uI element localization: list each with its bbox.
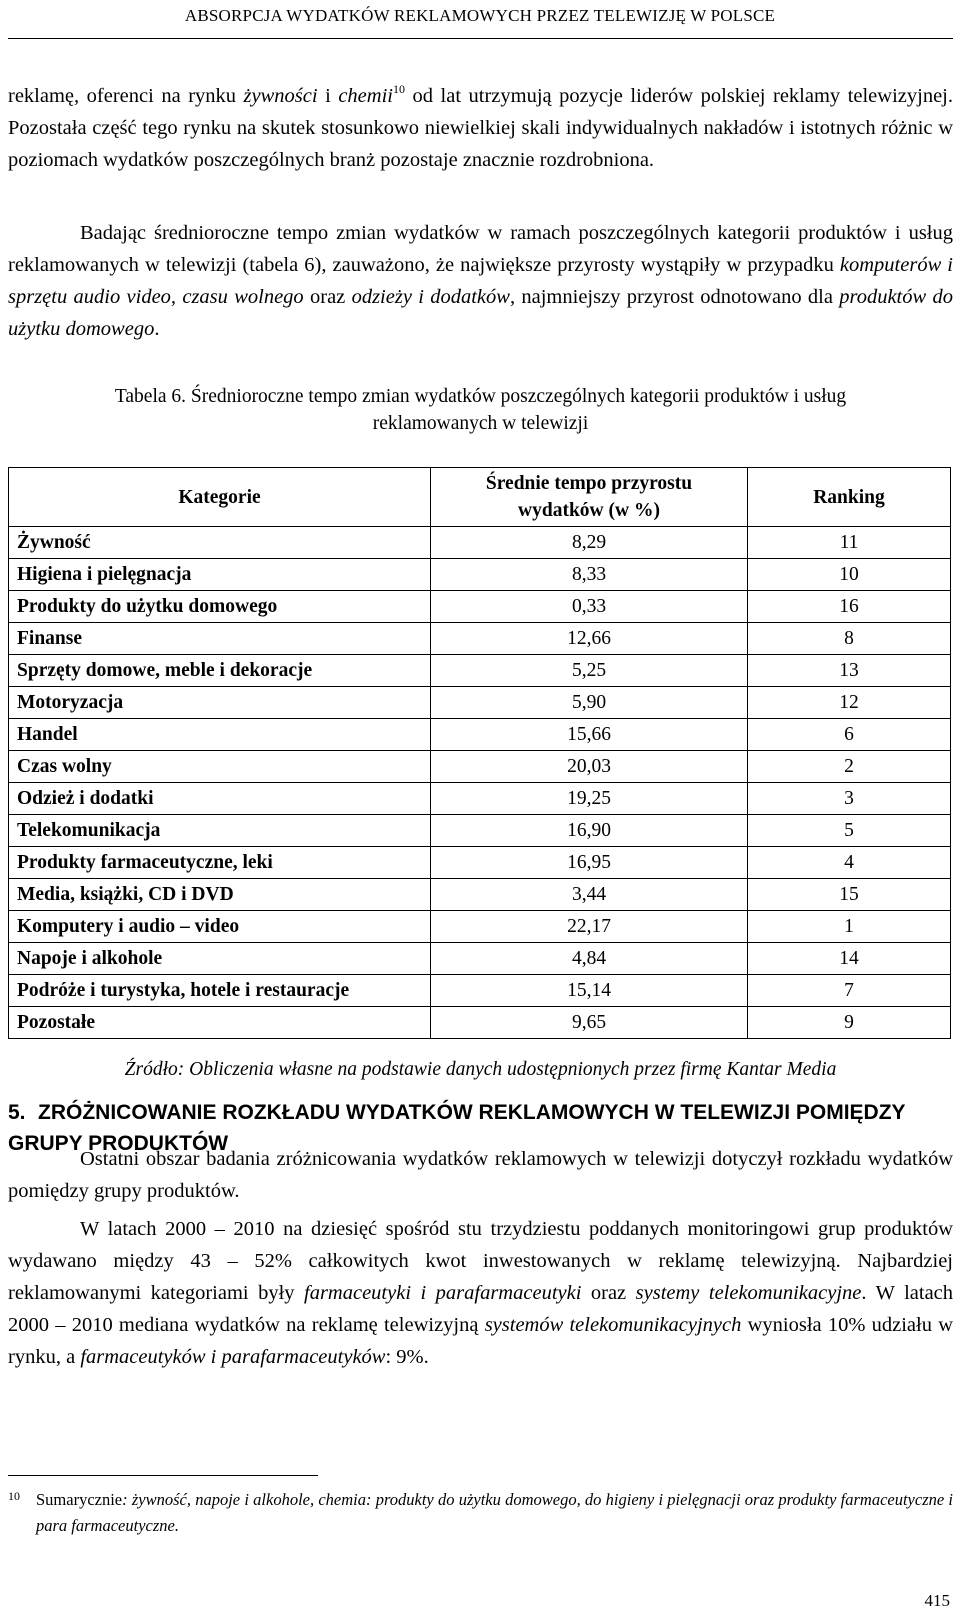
category-cell: Komputery i audio – video bbox=[9, 911, 431, 943]
rate-cell: 20,03 bbox=[431, 751, 748, 783]
intro-italic-1: żywności bbox=[243, 85, 318, 107]
header-category: Kategorie bbox=[9, 468, 431, 527]
running-head: ABSORPCJA WYDATKÓW REKLAMOWYCH PRZEZ TELEWIZJĘ W POLSCE bbox=[184, 6, 776, 25]
footnote-body bbox=[8, 1487, 953, 1539]
p2-italic-1: komputerów i sprzętu audio video, czasu wolnego bbox=[8, 254, 953, 308]
ranking-cell: 11 bbox=[748, 527, 951, 559]
intro-paragraph bbox=[8, 80, 953, 176]
category-cell: Czas wolny bbox=[9, 751, 431, 783]
rate-cell: 22,17 bbox=[431, 911, 748, 943]
paragraph-3: Ostatni obszar badania zróżnicowania wydatków reklamowych w telewizji dotyczył rozkładu wydatków pomiędzy grupy produktów. bbox=[8, 1148, 953, 1202]
ranking-cell: 1 bbox=[748, 911, 951, 943]
category-cell: Odzież i dodatki bbox=[9, 783, 431, 815]
page-number: 415 bbox=[924, 1591, 950, 1610]
rate-cell: 16,90 bbox=[431, 815, 748, 847]
table-row bbox=[9, 687, 951, 719]
category-cell: Żywność bbox=[9, 527, 431, 559]
rate-cell: 12,66 bbox=[431, 623, 748, 655]
ranking-cell: 13 bbox=[748, 655, 951, 687]
ranking-cell: 5 bbox=[748, 815, 951, 847]
table-row bbox=[9, 591, 951, 623]
header-rule bbox=[8, 38, 953, 39]
footnote-reference: 10 bbox=[392, 82, 405, 96]
category-cell: Handel bbox=[9, 719, 431, 751]
table-row bbox=[9, 815, 951, 847]
table-caption bbox=[8, 383, 953, 437]
category-cell: Produkty farmaceutyczne, leki bbox=[9, 847, 431, 879]
ranking-cell: 12 bbox=[748, 687, 951, 719]
category-cell: Finanse bbox=[9, 623, 431, 655]
rate-cell: 15,66 bbox=[431, 719, 748, 751]
ranking-cell: 10 bbox=[748, 559, 951, 591]
p4-italic-1: farmaceutyki i parafarmaceutyki bbox=[304, 1282, 582, 1304]
rate-cell: 0,33 bbox=[431, 591, 748, 623]
footnote-rule bbox=[8, 1475, 318, 1476]
p2-italic-3: produktów do użytku domowego bbox=[8, 286, 953, 340]
footnote-lead: Sumarycznie bbox=[36, 1490, 123, 1509]
rate-cell: 8,29 bbox=[431, 527, 748, 559]
p4-text-5: : 9%. bbox=[385, 1346, 429, 1368]
ranking-cell: 7 bbox=[748, 975, 951, 1007]
table-row bbox=[9, 527, 951, 559]
rate-cell: 19,25 bbox=[431, 783, 748, 815]
section-number: 5. bbox=[8, 1101, 26, 1124]
ranking-cell: 4 bbox=[748, 847, 951, 879]
table-row bbox=[9, 975, 951, 1007]
table-caption-line-1: Tabela 6. Średnioroczne tempo zmian wydatków poszczególnych kategorii produktów i usług bbox=[114, 386, 847, 407]
category-cell: Podróże i turystyka, hotele i restauracje bbox=[9, 975, 431, 1007]
p4-italic-2: systemy telekomunikacyjne bbox=[635, 1282, 862, 1304]
header-rate bbox=[431, 468, 748, 527]
p4-text-3: . W latach 2000 – 2010 mediana wydatków na reklamę telewizyjną bbox=[8, 1282, 954, 1336]
ranking-cell: 15 bbox=[748, 879, 951, 911]
paragraph-4 bbox=[8, 1213, 953, 1373]
header-rate-line-2: wydatków (w %) bbox=[518, 500, 660, 521]
p2-italic-2: odzieży i dodatków bbox=[351, 286, 510, 308]
header-rate-line-1: Średnie tempo przyrostu bbox=[485, 473, 693, 494]
ranking-cell: 16 bbox=[748, 591, 951, 623]
table-row bbox=[9, 879, 951, 911]
category-cell: Sprzęty domowe, meble i dekoracje bbox=[9, 655, 431, 687]
intro-text-1: reklamę, oferenci na rynku bbox=[8, 85, 244, 107]
category-cell: Produkty do użytku domowego bbox=[9, 591, 431, 623]
ranking-cell: 6 bbox=[748, 719, 951, 751]
ranking-cell: 3 bbox=[748, 783, 951, 815]
category-cell: Media, książki, CD i DVD bbox=[9, 879, 431, 911]
intro-text-3: od lat utrzymują pozycje liderów polskiej reklamy telewizyjnej. Pozostała część tego rynku na skutek stosunkowo niewielkiej skali indywidualnych nakładów i istotnych różnic w poziomach wydatków poszczególnych branż pozostaje znacznie rozdrobniona. bbox=[8, 85, 953, 171]
category-cell: Pozostałe bbox=[9, 1007, 431, 1039]
footnote bbox=[8, 1487, 953, 1539]
p4-italic-4: farmaceutyków i parafarmaceutyków bbox=[80, 1346, 386, 1368]
p2-text-3: , najmniejszy przyrost odnotowano dla bbox=[509, 286, 840, 308]
table-row bbox=[9, 559, 951, 591]
rate-cell: 5,90 bbox=[431, 687, 748, 719]
table-row bbox=[9, 1007, 951, 1039]
rate-cell: 16,95 bbox=[431, 847, 748, 879]
table-row bbox=[9, 719, 951, 751]
table-row bbox=[9, 751, 951, 783]
intro-text-2: i bbox=[317, 85, 339, 107]
intro-italic-2: chemii bbox=[338, 85, 393, 107]
footnote-number: 10 bbox=[8, 1489, 20, 1503]
header-ranking: Ranking bbox=[748, 468, 951, 527]
p4-text-4: wyniosła 10% udziału w rynku, a bbox=[8, 1314, 953, 1368]
paragraph-2 bbox=[8, 217, 953, 345]
p4-text-2: oraz bbox=[581, 1282, 636, 1304]
rate-cell: 5,25 bbox=[431, 655, 748, 687]
data-table bbox=[8, 467, 951, 1039]
table-body bbox=[9, 527, 951, 1039]
p4-italic-3: systemów telekomunikacyjnych bbox=[484, 1314, 742, 1336]
category-cell: Telekomunikacja bbox=[9, 815, 431, 847]
rate-cell: 4,84 bbox=[431, 943, 748, 975]
ranking-cell: 8 bbox=[748, 623, 951, 655]
table-source: Źródło: Obliczenia własne na podstawie danych udostępnionych przez firmę Kantar Media bbox=[124, 1059, 837, 1080]
table-caption-line-2: reklamowanych w telewizji bbox=[372, 413, 589, 434]
p4-text-1: W latach 2000 – 2010 na dziesięć spośród stu trzydziestu poddanych monitoringowi grup produktów wydawano między 43 – 52% całkowitych kwot inwestowanych w reklamę telewizyjną. Najbardziej reklamowanymi kategoriami były bbox=[8, 1218, 953, 1304]
rate-cell: 3,44 bbox=[431, 879, 748, 911]
category-cell: Higiena i pielęgnacja bbox=[9, 559, 431, 591]
p2-text-1: Badając średnioroczne tempo zmian wydatków w ramach poszczególnych kategorii produktów i usług reklamowanych w telewizji (tabela 6), zauważono, że największe przyrosty wystąpiły w przypadku bbox=[8, 222, 953, 276]
ranking-cell: 2 bbox=[748, 751, 951, 783]
table-row bbox=[9, 623, 951, 655]
rate-cell: 9,65 bbox=[431, 1007, 748, 1039]
footnote-text: : żywność, napoje i alkohole, chemia: produkty do użytku domowego, do higieny i pielęgnacji oraz produkty farmaceutyczne i para farmaceutyczne. bbox=[36, 1490, 953, 1535]
table-row bbox=[9, 655, 951, 687]
table-row bbox=[9, 783, 951, 815]
ranking-cell: 14 bbox=[748, 943, 951, 975]
table-row bbox=[9, 943, 951, 975]
table-header-row bbox=[9, 468, 951, 527]
category-cell: Motoryzacja bbox=[9, 687, 431, 719]
p2-text-2: oraz bbox=[303, 286, 352, 308]
category-cell: Napoje i alkohole bbox=[9, 943, 431, 975]
table-row bbox=[9, 911, 951, 943]
rate-cell: 15,14 bbox=[431, 975, 748, 1007]
rate-cell: 8,33 bbox=[431, 559, 748, 591]
section-title: ZRÓŻNICOWANIE ROZKŁADU WYDATKÓW REKLAMOWYCH W TELEWIZJI POMIĘDZY GRUPY PRODUKTÓW bbox=[8, 1101, 906, 1155]
table-row bbox=[9, 847, 951, 879]
p2-text-4: . bbox=[154, 318, 160, 340]
ranking-cell: 9 bbox=[748, 1007, 951, 1039]
